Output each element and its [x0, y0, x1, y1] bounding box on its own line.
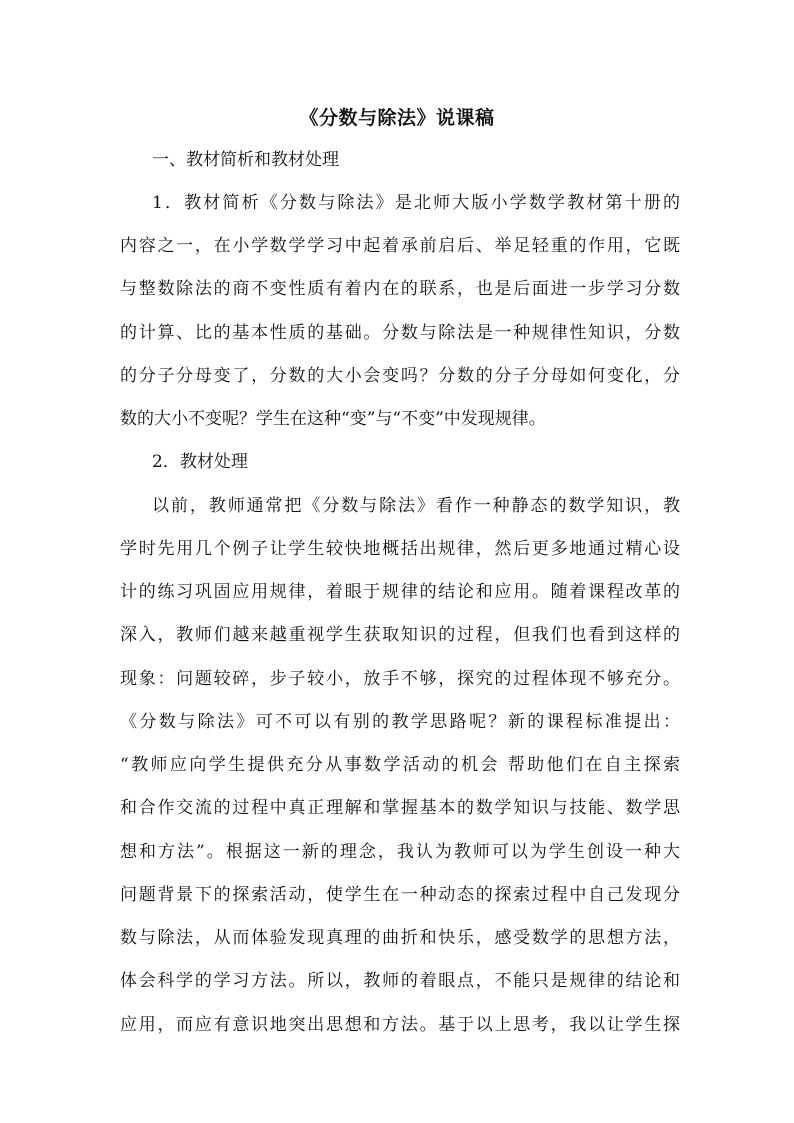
- paragraph-line: 与整数除法的商不变性质有着内在的联系，也是后面进一步学习分数: [120, 279, 680, 299]
- paragraph-line: 体会科学的学习方法。所以，教师的着眼点，不能只是规律的结论和: [120, 971, 680, 991]
- paragraph-line: 数的大小不变呢？学生在这种“变”与“不变”中发现规律。: [120, 409, 546, 429]
- paragraph-line: 内容之一，在小学数学学习中起着承前启后、举足轻重的作用，它既: [120, 236, 680, 256]
- paragraph-line: 1．教材简析《分数与除法》是北师大版小学数学教材第十册的: [152, 193, 680, 213]
- paragraph-line: 的分子分母变了，分数的大小会变吗？分数的分子分母如何变化，分: [120, 366, 680, 386]
- paragraph-line: 深入，教师们越来越重视学生获取知识的过程，但我们也看到这样的: [120, 625, 680, 645]
- paragraph-line: 应用，而应有意识地突出思想和方法。基于以上思考，我以让学生探: [120, 1015, 680, 1035]
- paragraph-line: 《分数与除法》可不可以有别的教学思路呢？新的课程标准提出：: [120, 712, 680, 732]
- document-title: 《分数与除法》说课稿: [299, 107, 495, 129]
- paragraph-line: “教师应向学生提供充分从事数学活动的机会 帮助他们在自主探索: [120, 755, 680, 775]
- paragraph-line: 学时先用几个例子让学生较快地概括出规律，然后更多地通过精心设: [120, 539, 680, 559]
- paragraph-line: 的计算、比的基本性质的基础。分数与除法是一种规律性知识，分数: [120, 323, 680, 343]
- paragraph-line: 现象：问题较碎，步子较小，放手不够，探究的过程体现不够充分。: [120, 669, 680, 689]
- paragraph-line: 计的练习巩固应用规律，着眼于规律的结论和应用。随着课程改革的: [120, 582, 680, 602]
- paragraph-line: 数与除法，从而体验发现真理的曲折和快乐，感受数学的思想方法，: [120, 928, 680, 948]
- paragraph-line: 以前，教师通常把《分数与除法》看作一种静态的数学知识，教: [152, 496, 680, 516]
- subsection-heading: 2．教材处理: [152, 452, 248, 472]
- paragraph-line: 问题背景下的探索活动，使学生在一种动态的探索过程中自己发现分: [120, 885, 680, 905]
- paragraph-line: 想和方法”。根据这一新的理念，我认为教师可以为学生创设一种大: [120, 842, 680, 862]
- section-heading: 一、教材简析和教材处理: [152, 150, 339, 170]
- paragraph-line: 和合作交流的过程中真正理解和掌握基本的数学知识与技能、数学思: [120, 798, 680, 818]
